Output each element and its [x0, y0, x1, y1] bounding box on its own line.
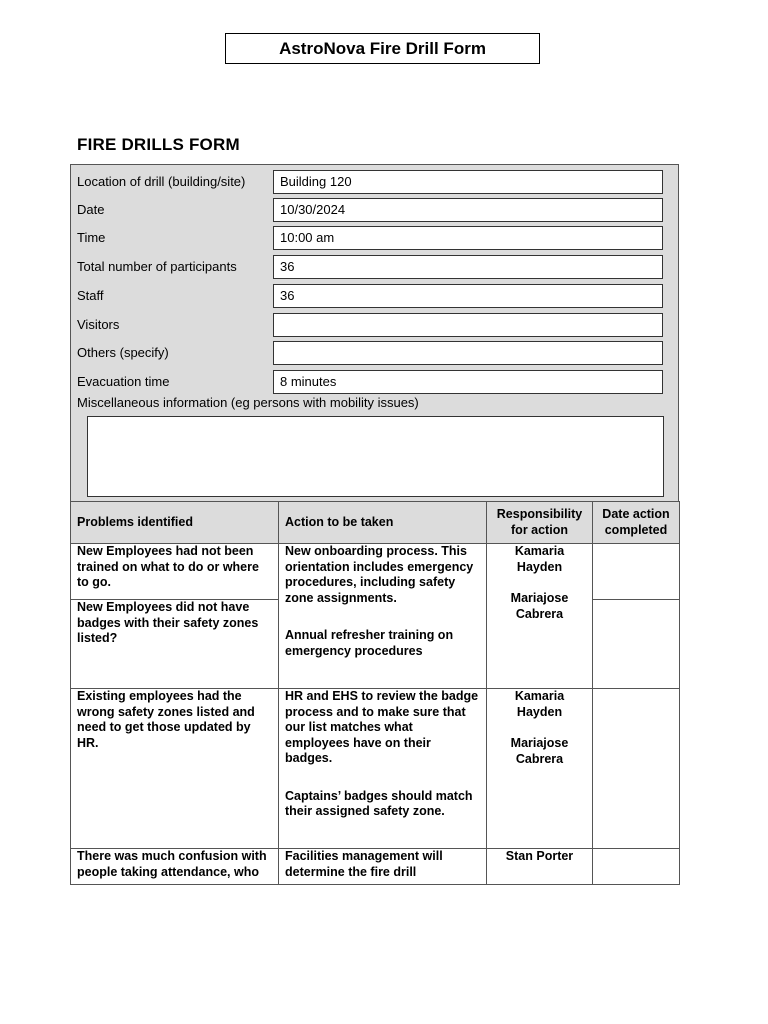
action-text: Annual refresher training on emergency procedures [285, 628, 454, 658]
visitors-input[interactable] [273, 313, 663, 337]
time-input[interactable]: 10:00 am [273, 226, 663, 250]
problem-cell[interactable]: Existing employees had the wrong safety zones listed and need to get those updated by HR. [71, 689, 279, 849]
table-row [71, 544, 680, 600]
date-input[interactable]: 10/30/2024 [273, 198, 663, 222]
action-text: Captains’ badges should match their assigned safety zone. [285, 788, 473, 818]
action-text: HR and EHS to review the badge process and to make sure that our list matches what employees have on their badges. [285, 689, 479, 765]
evacuation-time-input[interactable]: 8 minutes [273, 370, 663, 394]
field-total-participants [71, 255, 678, 279]
problem-cell[interactable]: There was much confusion with people taking attendance, who [71, 849, 279, 885]
responsible-person: Kamaria Hayden [514, 689, 565, 719]
action-cell[interactable] [279, 544, 487, 689]
misc-label: Miscellaneous information (eg persons with mobility issues) [77, 395, 419, 410]
field-label: Others (specify) [77, 345, 169, 360]
location-input[interactable]: Building 120 [273, 170, 663, 194]
responsibility-cell[interactable] [487, 544, 593, 689]
date-completed-cell[interactable] [593, 544, 680, 600]
others-input[interactable] [273, 341, 663, 365]
header-responsibility: Responsibility for action [487, 502, 593, 544]
field-time [71, 226, 678, 250]
drill-info-panel [70, 164, 679, 502]
responsible-person: Mariajose Cabrera [510, 736, 569, 766]
problem-cell[interactable]: New Employees had not been trained on what to do or where to go. [71, 544, 279, 600]
field-date [71, 198, 678, 222]
problem-cell[interactable]: New Employees did not have badges with their safety zones listed? [71, 600, 279, 689]
header-problems: Problems identified [71, 502, 279, 544]
responsible-person: Kamaria Hayden [514, 544, 565, 574]
responsible-person: Mariajose Cabrera [510, 591, 569, 621]
date-completed-cell[interactable] [593, 689, 680, 849]
action-cell[interactable] [279, 689, 487, 849]
action-table [70, 501, 680, 885]
field-label: Visitors [77, 317, 120, 332]
field-label: Evacuation time [77, 374, 170, 389]
field-location [71, 170, 678, 194]
date-completed-cell[interactable] [593, 849, 680, 885]
header-action: Action to be taken [279, 502, 487, 544]
action-text: New onboarding process. This orientation includes emergency procedures, including safety zone assignments. [285, 544, 474, 605]
field-label: Location of drill (building/site) [77, 174, 246, 189]
field-label: Total number of participants [77, 259, 237, 274]
table-row [71, 849, 680, 885]
action-cell[interactable]: Facilities management will determine the fire drill [279, 849, 487, 885]
section-heading: FIRE DRILLS FORM [77, 135, 240, 154]
table-row [71, 689, 680, 849]
field-staff [71, 284, 678, 308]
field-visitors [71, 313, 678, 337]
responsibility-cell[interactable]: Stan Porter [487, 849, 593, 885]
misc-textarea[interactable] [87, 416, 664, 497]
field-label: Date [77, 202, 105, 217]
responsibility-cell[interactable] [487, 689, 593, 849]
document-title: AstroNova Fire Drill Form [225, 33, 540, 64]
staff-input[interactable]: 36 [273, 284, 663, 308]
field-label: Time [77, 230, 106, 245]
date-completed-cell[interactable] [593, 600, 680, 689]
table-header-row [71, 502, 680, 544]
total-participants-input[interactable]: 36 [273, 255, 663, 279]
field-evacuation-time [71, 370, 678, 394]
field-label: Staff [77, 288, 104, 303]
field-others [71, 341, 678, 365]
header-date-completed: Date action completed [593, 502, 680, 544]
